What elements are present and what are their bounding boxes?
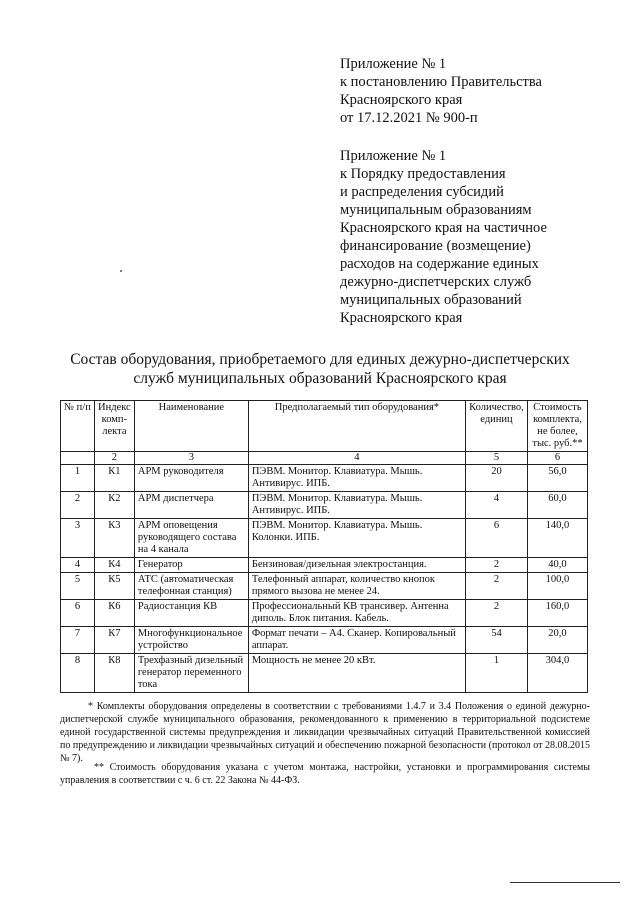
cell-cost: 60,0 bbox=[527, 492, 587, 519]
appendix-to-procedure bbox=[340, 147, 620, 327]
document-title-line-1: Состав оборудования, приобретаемого для единых дежурно-диспетчерских bbox=[70, 351, 570, 368]
cell-name: АРМ руководителя bbox=[134, 465, 248, 492]
cell-number: 8 bbox=[61, 654, 95, 693]
cell-cost: 100,0 bbox=[527, 573, 587, 600]
appendix-2-line: к Порядку предоставления bbox=[340, 166, 506, 182]
document-title-line-2: служб муниципальных образований Красноярского края bbox=[133, 370, 507, 387]
cell-number: 3 bbox=[61, 519, 95, 558]
appendix-to-resolution bbox=[340, 55, 620, 127]
cell-number: 4 bbox=[61, 558, 95, 573]
appendix-2-line: Красноярского края bbox=[340, 310, 463, 326]
appendix-2-line: и распределения субсидий bbox=[340, 184, 504, 200]
header-cost: Стоимость комплекта, не более, тыс. руб.** bbox=[527, 401, 587, 452]
table-header-row bbox=[61, 401, 588, 452]
cell-kit-index: К4 bbox=[94, 558, 134, 573]
cell-quantity: 20 bbox=[465, 465, 527, 492]
cell-cost: 20,0 bbox=[527, 627, 587, 654]
cell-cost: 304,0 bbox=[527, 654, 587, 693]
cell-equipment-type: ПЭВМ. Монитор. Клавиатура. Мышь. Антивирус. ИПБ. bbox=[248, 465, 465, 492]
cell-equipment-type: Телефонный аппарат, количество кнопок прямого вызова не менее 24. bbox=[248, 573, 465, 600]
cell-quantity: 2 bbox=[465, 573, 527, 600]
cell-name: Генератор bbox=[134, 558, 248, 573]
cell-name: Радиостанция КВ bbox=[134, 600, 248, 627]
cell-number: 7 bbox=[61, 627, 95, 654]
appendix-2-line: дежурно-диспетчерских служб bbox=[340, 274, 532, 290]
cell-kit-index: К1 bbox=[94, 465, 134, 492]
page-bottom-rule bbox=[510, 882, 620, 883]
cell-quantity: 54 bbox=[465, 627, 527, 654]
cell-number: 1 bbox=[61, 465, 95, 492]
header-kit-index: Индекс комп-лекта bbox=[94, 401, 134, 452]
cell-name: АРМ диспетчера bbox=[134, 492, 248, 519]
column-index: 3 bbox=[134, 452, 248, 465]
cell-quantity: 2 bbox=[465, 600, 527, 627]
table-row bbox=[61, 654, 588, 693]
appendix-2-line: Приложение № 1 bbox=[340, 148, 447, 164]
table-row bbox=[61, 492, 588, 519]
appendix-1-line: к постановлению Правительства bbox=[340, 74, 542, 90]
cell-equipment-type: ПЭВМ. Монитор. Клавиатура. Мышь. Антивирус. ИПБ. bbox=[248, 492, 465, 519]
cell-name: АТС (автоматическая телефонная станция) bbox=[134, 573, 248, 600]
cell-equipment-type: ПЭВМ. Монитор. Клавиатура. Мышь. Колонки. ИПБ. bbox=[248, 519, 465, 558]
header-name: Наименование bbox=[134, 401, 248, 452]
cell-kit-index: К7 bbox=[94, 627, 134, 654]
cell-equipment-type: Мощность не менее 20 кВт. bbox=[248, 654, 465, 693]
cell-name: Многофункциональное устройство bbox=[134, 627, 248, 654]
cell-number: 6 bbox=[61, 600, 95, 627]
cell-kit-index: К3 bbox=[94, 519, 134, 558]
appendix-2-line: Красноярского края на частичное bbox=[340, 220, 547, 236]
appendix-1-line: Красноярского края bbox=[340, 92, 463, 108]
cell-kit-index: К6 bbox=[94, 600, 134, 627]
cell-equipment-type: Профессиональный КВ трансивер. Антенна диполь. Блок питания. Кабель. bbox=[248, 600, 465, 627]
footnote-equipment-cost: ** Стоимость оборудования указана с учетом монтажа, настройки, установки и программирования системы управления в соответствии с ч. 6 ст. 22 Закона № 44-ФЗ. bbox=[60, 762, 590, 786]
appendix-2-line: расходов на содержание единых bbox=[340, 256, 539, 272]
equipment-table bbox=[60, 400, 588, 693]
document-title bbox=[40, 350, 600, 388]
cell-quantity: 2 bbox=[465, 558, 527, 573]
cell-kit-index: К5 bbox=[94, 573, 134, 600]
cell-quantity: 6 bbox=[465, 519, 527, 558]
footnote-equipment-kits: * Комплекты оборудования определены в соответствии с требованиями 1.4.7 и 3.4 Положения о единой дежурно-диспетчерской службе муниципального образования, рекомендованного к применению в территориальной подсистеме единой государственной системы предупреждения и ликвидации чрезвычайных ситуаций Правительственной комиссией по предупреждению и ликвидации чрезвычайных ситуаций и обеспечению пожарной безопасности (протокол от 28.08.2015 № 7). bbox=[60, 701, 590, 764]
table-row bbox=[61, 465, 588, 492]
column-index: 5 bbox=[465, 452, 527, 465]
column-index-row bbox=[61, 452, 588, 465]
table-row bbox=[61, 519, 588, 558]
appendix-2-line: муниципальным образованиям bbox=[340, 202, 532, 218]
appendix-1-line: Приложение № 1 bbox=[340, 56, 447, 72]
table-row bbox=[61, 600, 588, 627]
cell-equipment-type: Бензиновая/дизельная электростанция. bbox=[248, 558, 465, 573]
cell-equipment-type: Формат печати – А4. Сканер. Копировальный аппарат. bbox=[248, 627, 465, 654]
cell-cost: 56,0 bbox=[527, 465, 587, 492]
table-row bbox=[61, 627, 588, 654]
column-index: 6 bbox=[527, 452, 587, 465]
scan-speck bbox=[120, 270, 122, 272]
appendix-1-line: от 17.12.2021 № 900-п bbox=[340, 110, 478, 126]
cell-kit-index: К2 bbox=[94, 492, 134, 519]
cell-name: Трехфазный дизельный генератор переменного тока bbox=[134, 654, 248, 693]
column-index: 2 bbox=[94, 452, 134, 465]
header-quantity: Количество, единиц bbox=[465, 401, 527, 452]
cell-cost: 40,0 bbox=[527, 558, 587, 573]
column-index bbox=[61, 452, 95, 465]
cell-number: 5 bbox=[61, 573, 95, 600]
column-index: 4 bbox=[248, 452, 465, 465]
appendix-2-line: финансирование (возмещение) bbox=[340, 238, 531, 254]
header-equipment-type: Предполагаемый тип оборудования* bbox=[248, 401, 465, 452]
table-row bbox=[61, 573, 588, 600]
cell-cost: 160,0 bbox=[527, 600, 587, 627]
cell-quantity: 1 bbox=[465, 654, 527, 693]
header-number: № п/п bbox=[61, 401, 95, 452]
cell-kit-index: К8 bbox=[94, 654, 134, 693]
cell-name: АРМ оповещения руководящего состава на 4 канала bbox=[134, 519, 248, 558]
cell-number: 2 bbox=[61, 492, 95, 519]
table-row bbox=[61, 558, 588, 573]
appendix-2-line: муниципальных образований bbox=[340, 292, 522, 308]
cell-cost: 140,0 bbox=[527, 519, 587, 558]
cell-quantity: 4 bbox=[465, 492, 527, 519]
